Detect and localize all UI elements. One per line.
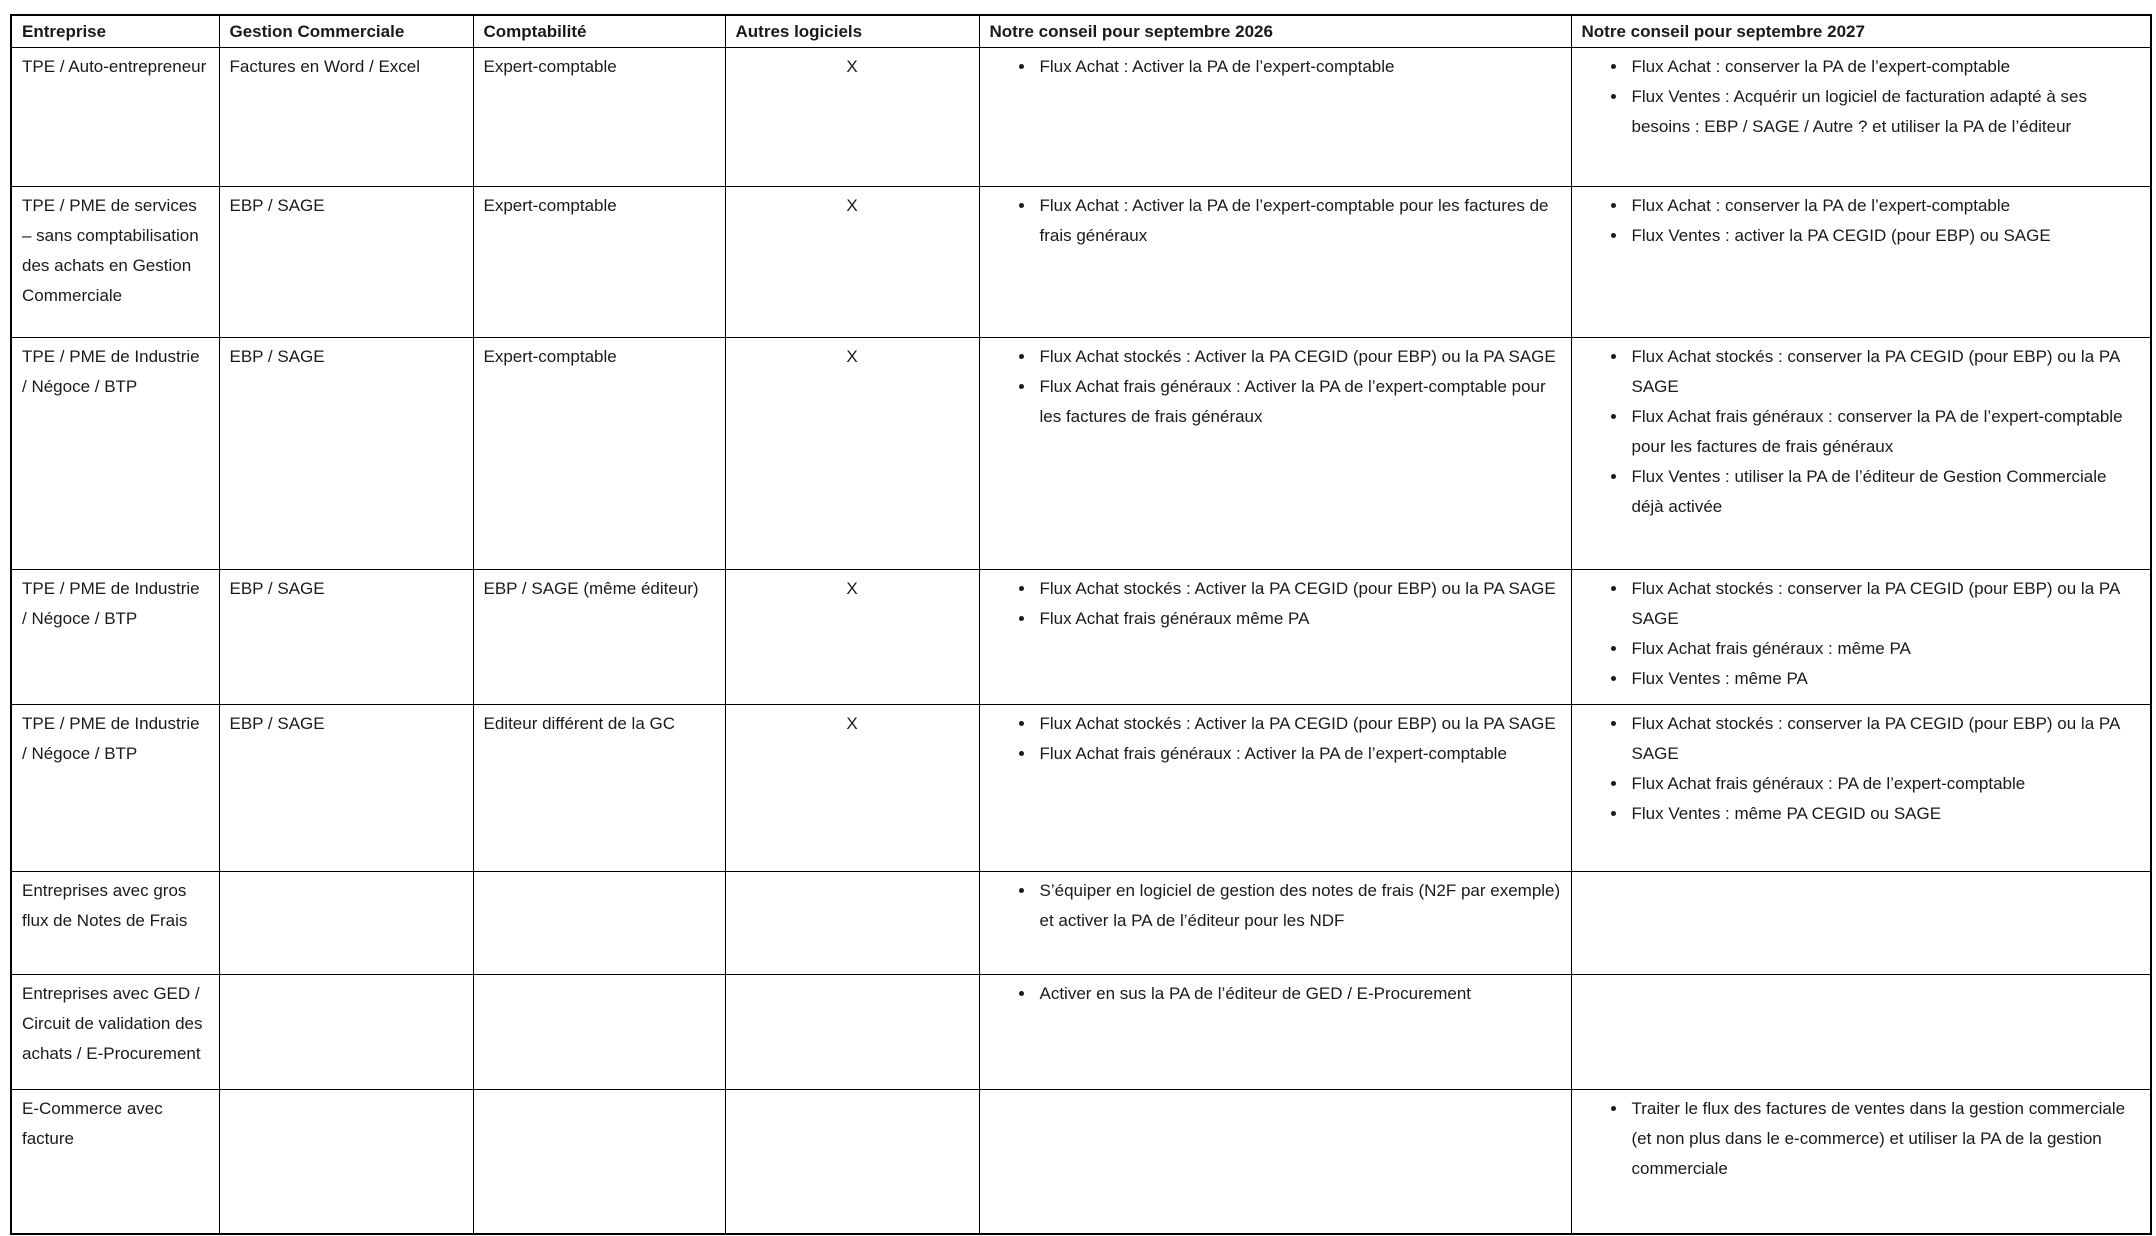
header-row bbox=[11, 15, 2151, 48]
cell-comptabilite: Expert-comptable bbox=[473, 338, 725, 570]
table-row bbox=[11, 187, 2151, 338]
conseil-2027-list bbox=[1582, 709, 2141, 829]
cell-conseil-2026 bbox=[979, 1090, 1571, 1234]
conseil-item: • Flux Achat : conserver la PA de l’expert-comptable bbox=[1628, 191, 2141, 221]
cell-entreprise: TPE / PME de Industrie / Négoce / BTP bbox=[11, 705, 219, 872]
cell-conseil-2027 bbox=[1571, 1090, 2151, 1234]
cell-conseil-2026 bbox=[979, 187, 1571, 338]
cell-gestion-commerciale bbox=[219, 975, 473, 1090]
conseil-item: • Flux Ventes : même PA CEGID ou SAGE bbox=[1628, 799, 2141, 829]
conseil-2026-list bbox=[990, 191, 1561, 251]
cell-comptabilite: Expert-comptable bbox=[473, 187, 725, 338]
cell-gestion-commerciale: EBP / SAGE bbox=[219, 338, 473, 570]
cell-entreprise: Entreprises avec GED / Circuit de validation des achats / E-Procurement bbox=[11, 975, 219, 1090]
cell-gestion-commerciale: EBP / SAGE bbox=[219, 187, 473, 338]
cell-gestion-commerciale bbox=[219, 1090, 473, 1234]
conseil-item: • Flux Achat stockés : conserver la PA CEGID (pour EBP) ou la PA SAGE bbox=[1628, 574, 2141, 634]
table-row bbox=[11, 705, 2151, 872]
conseil-item: • Flux Achat stockés : Activer la PA CEGID (pour EBP) ou la PA SAGE bbox=[1036, 342, 1561, 372]
header-gestion-commerciale: Gestion Commerciale bbox=[219, 15, 473, 48]
header-comptabilite: Comptabilité bbox=[473, 15, 725, 48]
conseil-2027-list bbox=[1582, 342, 2141, 522]
cell-gestion-commerciale: EBP / SAGE bbox=[219, 705, 473, 872]
table-row bbox=[11, 872, 2151, 975]
cell-autres-logiciels bbox=[725, 1090, 979, 1234]
conseil-2026-list bbox=[990, 876, 1561, 936]
conseil-item: • Flux Achat frais généraux : Activer la PA de l’expert-comptable bbox=[1036, 739, 1561, 769]
conseil-item: • Flux Ventes : activer la PA CEGID (pour EBP) ou SAGE bbox=[1628, 221, 2141, 251]
conseil-2026-list bbox=[990, 709, 1561, 769]
document-table-container bbox=[10, 14, 2152, 1235]
conseil-item: • Flux Ventes : utiliser la PA de l’éditeur de Gestion Commerciale déjà activée bbox=[1628, 462, 2141, 522]
cell-conseil-2027 bbox=[1571, 48, 2151, 187]
cell-entreprise: TPE / PME de Industrie / Négoce / BTP bbox=[11, 570, 219, 705]
cell-entreprise: TPE / Auto-entrepreneur bbox=[11, 48, 219, 187]
cell-entreprise: TPE / PME de Industrie / Négoce / BTP bbox=[11, 338, 219, 570]
conseil-item: • Flux Achat frais généraux : même PA bbox=[1628, 634, 2141, 664]
conseils-table bbox=[10, 14, 2152, 1235]
conseil-2027-list bbox=[1582, 1094, 2141, 1184]
header-conseil-2026: Notre conseil pour septembre 2026 bbox=[979, 15, 1571, 48]
cell-conseil-2027 bbox=[1571, 187, 2151, 338]
cell-autres-logiciels: X bbox=[725, 338, 979, 570]
cell-conseil-2027 bbox=[1571, 975, 2151, 1090]
cell-conseil-2027 bbox=[1571, 570, 2151, 705]
conseil-2026-list bbox=[990, 574, 1561, 634]
conseil-item: • Flux Achat frais généraux : conserver la PA de l’expert-comptable pour les factures de frais généraux bbox=[1628, 402, 2141, 462]
cell-autres-logiciels bbox=[725, 975, 979, 1090]
cell-conseil-2026 bbox=[979, 48, 1571, 187]
conseil-2027-list bbox=[1582, 52, 2141, 142]
conseil-item: • S’équiper en logiciel de gestion des notes de frais (N2F par exemple) et activer la PA de l’éditeur pour les NDF bbox=[1036, 876, 1561, 936]
header-autres-logiciels: Autres logiciels bbox=[725, 15, 979, 48]
table-row bbox=[11, 975, 2151, 1090]
conseil-item: • Activer en sus la PA de l’éditeur de GED / E-Procurement bbox=[1036, 979, 1561, 1009]
cell-conseil-2027 bbox=[1571, 705, 2151, 872]
table-row bbox=[11, 570, 2151, 705]
cell-conseil-2026 bbox=[979, 872, 1571, 975]
conseil-item: • Flux Ventes : Acquérir un logiciel de facturation adapté à ses besoins : EBP / SAGE / Autre ? et utiliser la PA de l’éditeur bbox=[1628, 82, 2141, 142]
cell-autres-logiciels: X bbox=[725, 570, 979, 705]
table-row bbox=[11, 48, 2151, 187]
table-row bbox=[11, 338, 2151, 570]
cell-comptabilite bbox=[473, 1090, 725, 1234]
cell-comptabilite: Editeur différent de la GC bbox=[473, 705, 725, 872]
conseil-item: • Flux Achat stockés : Activer la PA CEGID (pour EBP) ou la PA SAGE bbox=[1036, 709, 1561, 739]
cell-conseil-2027 bbox=[1571, 872, 2151, 975]
conseil-2027-list bbox=[1582, 191, 2141, 251]
conseil-item: • Flux Achat : Activer la PA de l’expert-comptable pour les factures de frais généraux bbox=[1036, 191, 1561, 251]
table-row bbox=[11, 1090, 2151, 1234]
cell-autres-logiciels: X bbox=[725, 187, 979, 338]
conseil-item: • Flux Achat stockés : conserver la PA CEGID (pour EBP) ou la PA SAGE bbox=[1628, 342, 2141, 402]
cell-conseil-2026 bbox=[979, 338, 1571, 570]
cell-comptabilite: Expert-comptable bbox=[473, 48, 725, 187]
conseil-item: • Flux Achat frais généraux : PA de l’expert-comptable bbox=[1628, 769, 2141, 799]
header-conseil-2027: Notre conseil pour septembre 2027 bbox=[1571, 15, 2151, 48]
cell-entreprise: TPE / PME de services – sans comptabilisation des achats en Gestion Commerciale bbox=[11, 187, 219, 338]
cell-comptabilite bbox=[473, 872, 725, 975]
cell-autres-logiciels: X bbox=[725, 705, 979, 872]
conseil-2027-list bbox=[1582, 574, 2141, 694]
cell-gestion-commerciale: EBP / SAGE bbox=[219, 570, 473, 705]
cell-comptabilite: EBP / SAGE (même éditeur) bbox=[473, 570, 725, 705]
conseil-item: • Flux Ventes : même PA bbox=[1628, 664, 2141, 694]
conseil-item: • Flux Achat frais généraux même PA bbox=[1036, 604, 1561, 634]
conseil-item: • Flux Achat stockés : conserver la PA CEGID (pour EBP) ou la PA SAGE bbox=[1628, 709, 2141, 769]
cell-comptabilite bbox=[473, 975, 725, 1090]
conseil-2026-list bbox=[990, 979, 1561, 1009]
conseil-item: • Flux Achat frais généraux : Activer la PA de l’expert-comptable pour les factures de frais généraux bbox=[1036, 372, 1561, 432]
cell-entreprise: Entreprises avec gros flux de Notes de Frais bbox=[11, 872, 219, 975]
header-entreprise: Entreprise bbox=[11, 15, 219, 48]
cell-entreprise: E-Commerce avec facture bbox=[11, 1090, 219, 1234]
cell-gestion-commerciale bbox=[219, 872, 473, 975]
conseil-item: • Flux Achat : Activer la PA de l’expert-comptable bbox=[1036, 52, 1561, 82]
conseil-2026-list bbox=[990, 52, 1561, 82]
cell-conseil-2026 bbox=[979, 975, 1571, 1090]
cell-conseil-2026 bbox=[979, 705, 1571, 872]
cell-conseil-2027 bbox=[1571, 338, 2151, 570]
cell-autres-logiciels: X bbox=[725, 48, 979, 187]
conseil-item: • Flux Achat : conserver la PA de l’expert-comptable bbox=[1628, 52, 2141, 82]
cell-conseil-2026 bbox=[979, 570, 1571, 705]
conseil-item: • Traiter le flux des factures de ventes dans la gestion commerciale (et non plus dans le e-commerce) et utiliser la PA de la gestion commerciale bbox=[1628, 1094, 2141, 1184]
conseil-2026-list bbox=[990, 342, 1561, 432]
cell-gestion-commerciale: Factures en Word / Excel bbox=[219, 48, 473, 187]
conseil-item: • Flux Achat stockés : Activer la PA CEGID (pour EBP) ou la PA SAGE bbox=[1036, 574, 1561, 604]
cell-autres-logiciels bbox=[725, 872, 979, 975]
